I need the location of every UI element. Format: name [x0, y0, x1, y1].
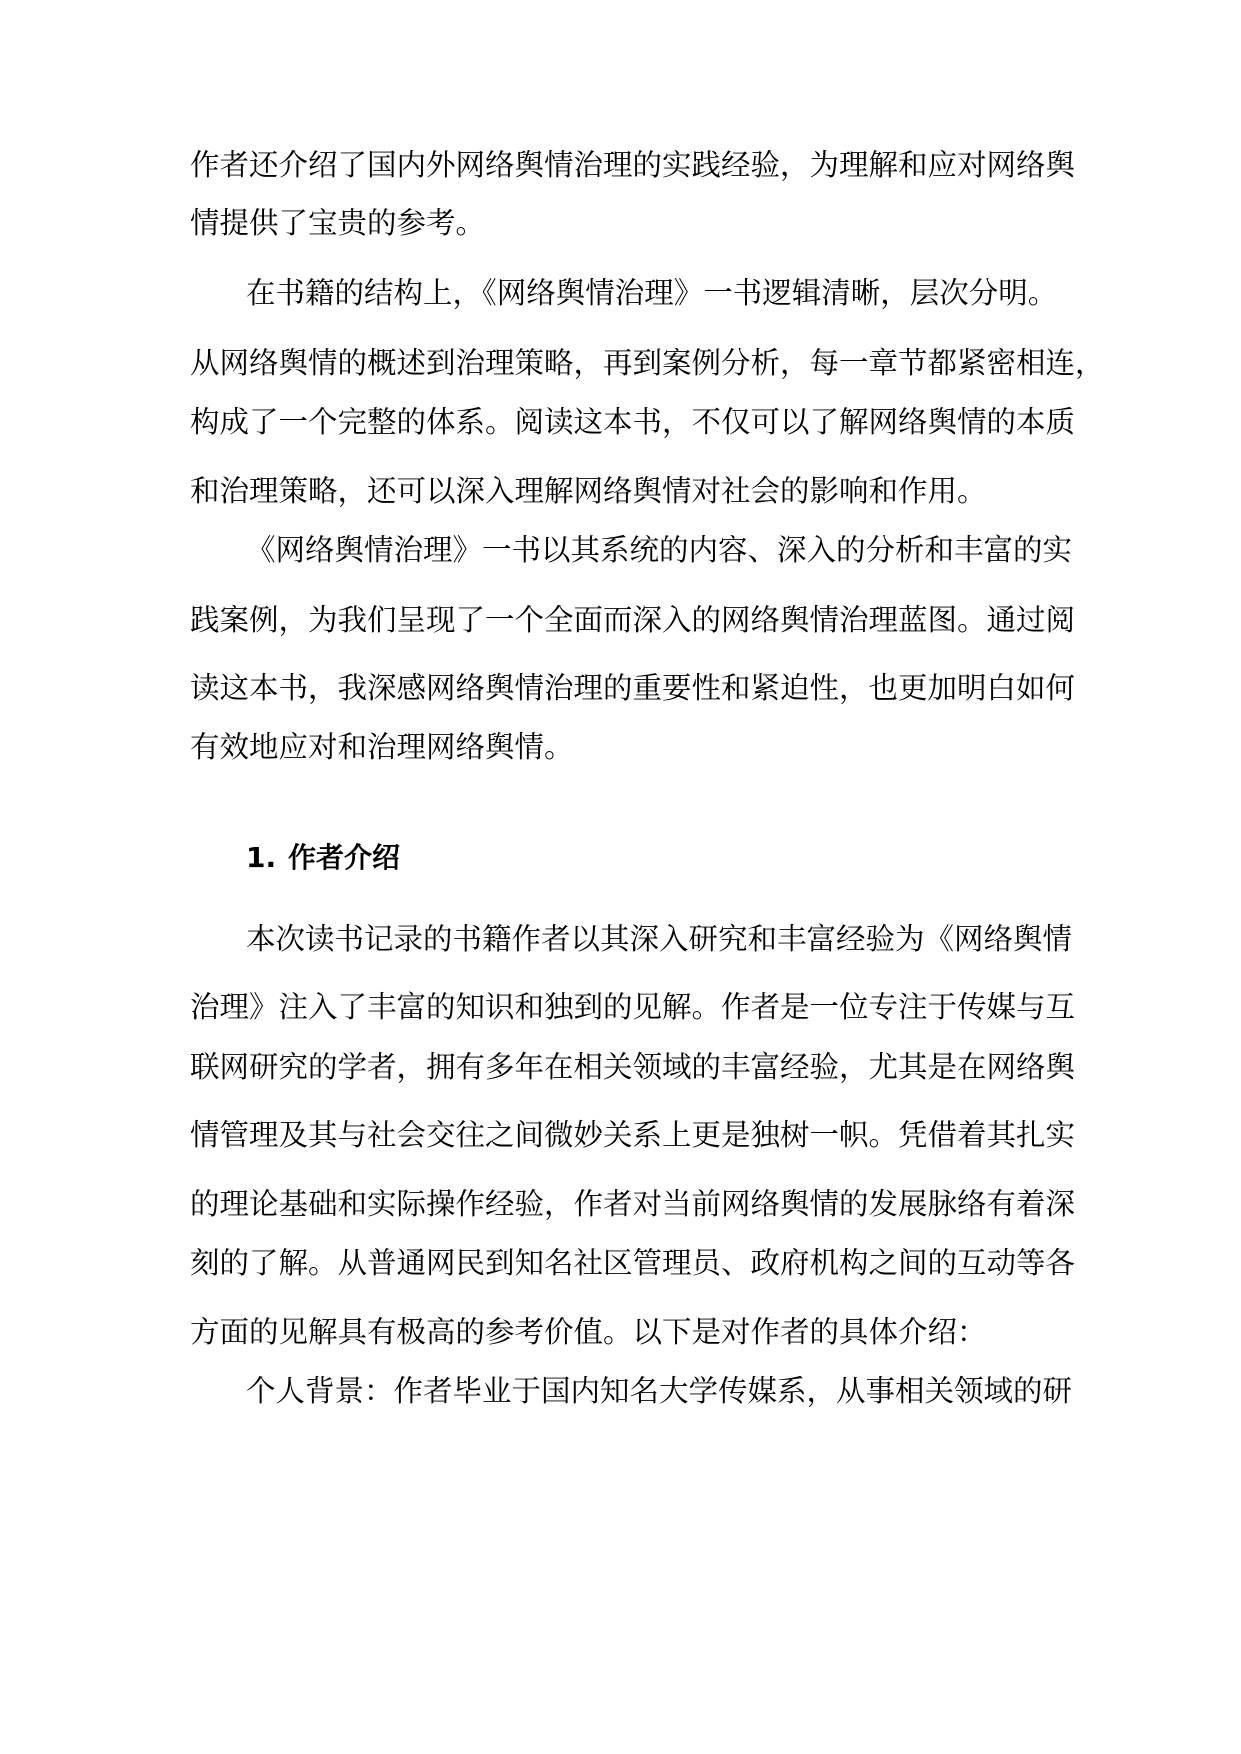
- paragraph-line: 《网络舆情治理》一书以其系统的内容、深入的分析和丰富的实: [246, 533, 1073, 567]
- paragraph-line: 践案例，为我们呈现了一个全面而深入的网络舆情治理蓝图。通过阅: [190, 603, 1076, 637]
- paragraph-line: 在书籍的结构上，《网络舆情治理》一书逻辑清晰，层次分明。: [246, 276, 1058, 310]
- paragraph-line: 情管理及其与社会交往之间微妙关系上更是独树一帜。凭借着其扎实: [190, 1118, 1076, 1152]
- paragraph-line: 方面的见解具有极高的参考价值。以下是对作者的具体介绍：: [190, 1315, 987, 1349]
- section-title: 作者介绍: [288, 841, 401, 874]
- paragraph-line: 有效地应对和治理网络舆情。: [190, 730, 574, 764]
- paragraph-line: 个人背景：作者毕业于国内知名大学传媒系，从事相关领域的研: [246, 1374, 1073, 1408]
- paragraph-line: 作者还介绍了国内外网络舆情治理的实践经验，为理解和应对网络舆: [190, 148, 1076, 182]
- section-number: 1.: [246, 841, 277, 874]
- paragraph-line: 从网络舆情的概述到治理策略，再到案例分析，每一章节都紧密相连，: [190, 346, 1105, 380]
- paragraph-line: 本次读书记录的书籍作者以其深入研究和丰富经验为《网络舆情: [246, 922, 1073, 956]
- paragraph-line: 的理论基础和实际操作经验，作者对当前网络舆情的发展脉络有着深: [190, 1187, 1076, 1221]
- paragraph-line: 治理》注入了丰富的知识和独到的见解。作者是一位专注于传媒与互: [190, 990, 1076, 1024]
- section-heading: [246, 834, 1108, 882]
- paragraph-line: 刻的了解。从普通网民到知名社区管理员、政府机构之间的互动等各: [190, 1246, 1076, 1280]
- paragraph-line: 构成了一个完整的体系。阅读这本书，不仅可以了解网络舆情的本质: [190, 405, 1076, 439]
- paragraph-line: 读这本书，我深感网络舆情治理的重要性和紧迫性，也更加明白如何: [190, 671, 1076, 705]
- paragraph-line: 和治理策略，还可以深入理解网络舆情对社会的影响和作用。: [190, 474, 987, 508]
- paragraph-line: 情提供了宝贵的参考。: [190, 206, 486, 240]
- paragraph-line: 联网研究的学者，拥有多年在相关领域的丰富经验，尤其是在网络舆: [190, 1050, 1076, 1084]
